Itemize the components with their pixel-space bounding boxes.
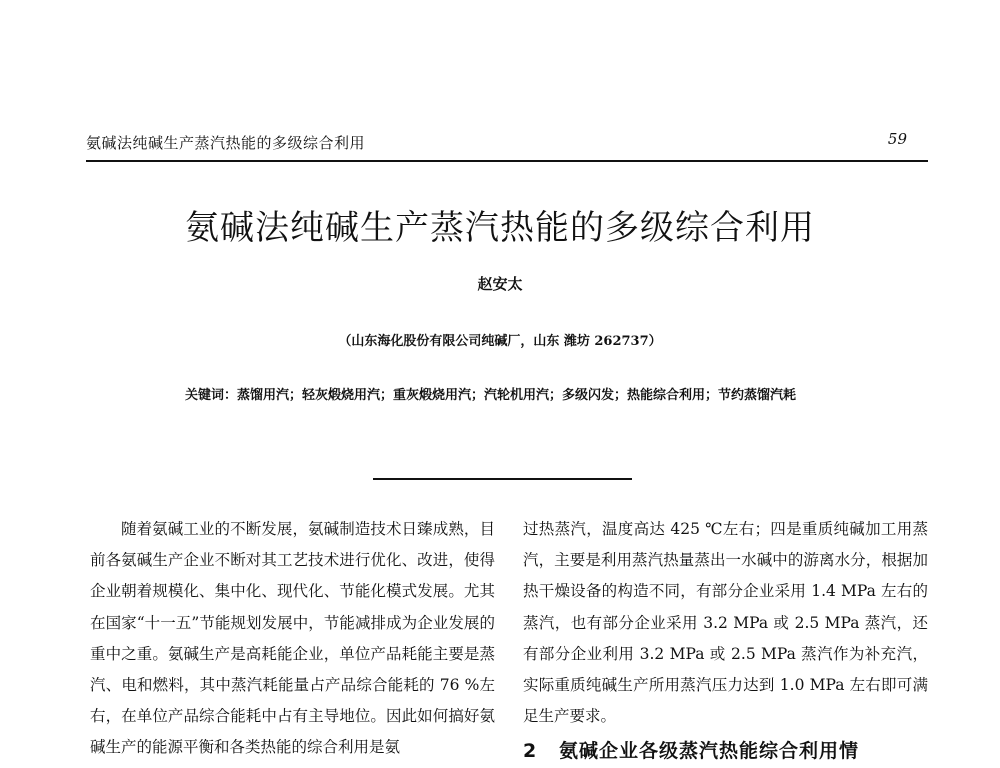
affiliation: （山东海化股份有限公司纯碱厂，山东 潍坊 262737） bbox=[338, 334, 662, 349]
section-number: 2 bbox=[523, 740, 538, 763]
page-number: 59 bbox=[887, 130, 907, 148]
section-heading bbox=[523, 734, 928, 768]
article-title: 氨碱法纯碱生产蒸汽热能的多级综合利用 bbox=[185, 208, 815, 248]
header-rule bbox=[86, 160, 928, 162]
body-paragraph: 过热蒸汽，温度高达 425 ℃左右；四是重质纯碱加工用蒸汽，主要是利用蒸汽热量蒸出一水碱中的游离水分，根据加热干燥设备的构造不同，有部分企业采用 1.4 MPa 左右的蒸汽，也有部分企业采用 3.2 MPa 或 2.5 MPa 蒸汽，还有部分企业利用 3.2 MPa 或 2.5 MPa 蒸汽作为补充汽，实际重质纯碱生产所用蒸汽压力达到 1.0 MPa 左右即可满足生产要求。 bbox=[523, 520, 928, 726]
section-title: 氨碱企业各级蒸汽热能综合利用情 bbox=[559, 740, 860, 763]
body-paragraph: 随着氨碱工业的不断发展，氨碱制造技术日臻成熟，目前各氨碱生产企业不断对其工艺技术进行优化、改进，使得企业朝着规模化、集中化、现代化、节能化模式发展。尤其在国家“十一五”节能规划发展中，节能减排成为企业发展的重中之重。氨碱生产是高耗能企业，单位产品耗能主要是蒸汽、电和燃料，其中蒸汽耗能量占产品综合能耗的 76 %左右，在单位产品综合能耗中占有主导地位。因此如何搞好氨碱生产的能源平衡和各类热能的综合利用是氨 bbox=[90, 520, 495, 757]
body-column-left bbox=[90, 514, 495, 760]
keywords: 关键词：蒸馏用汽；轻灰煅烧用汽；重灰煅烧用汽；汽轮机用汽；多级闪发；热能综合利用；节约蒸馏汽耗 bbox=[185, 388, 797, 403]
author: 赵安太 bbox=[477, 275, 523, 293]
body-column-right bbox=[523, 514, 928, 768]
running-header: 氨碱法纯碱生产蒸汽热能的多级综合利用 bbox=[86, 134, 366, 152]
separator-rule bbox=[373, 478, 632, 480]
